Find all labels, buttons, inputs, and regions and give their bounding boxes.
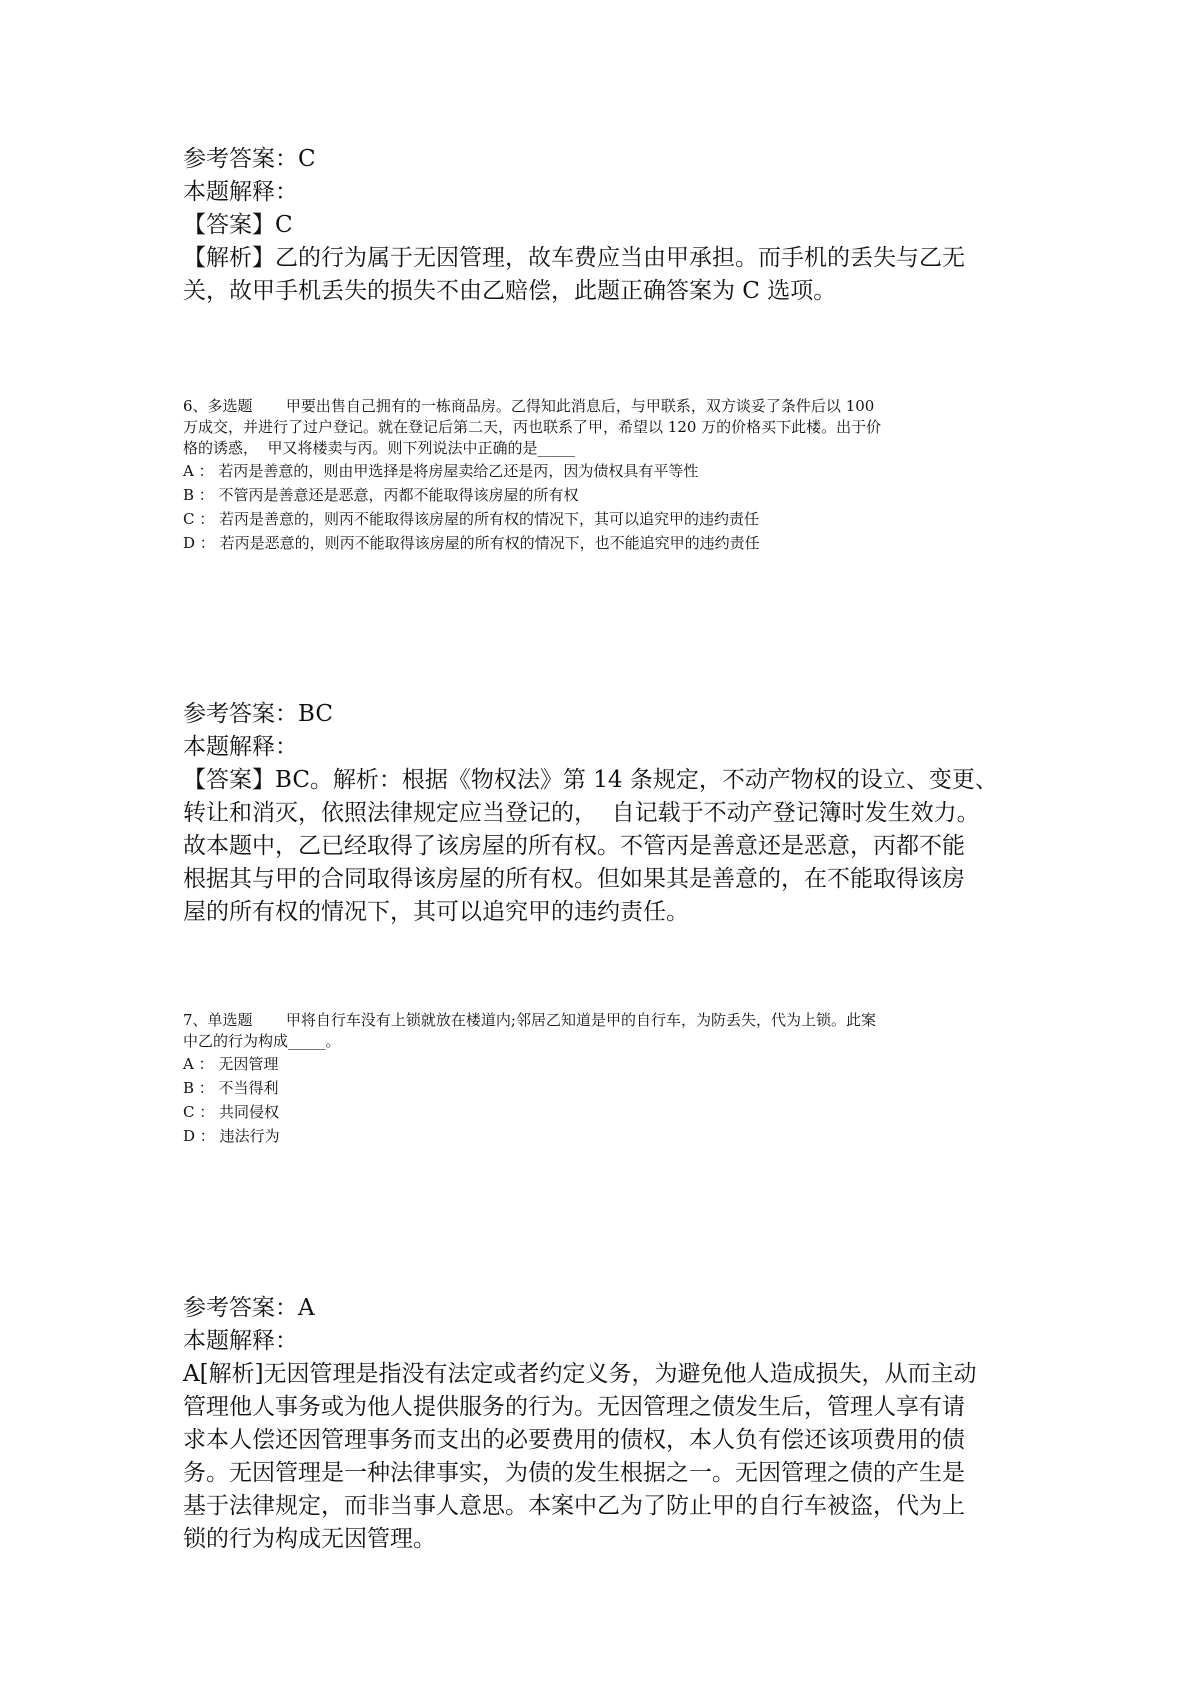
question-stem-line: 7、单选题 甲将自行车没有上锁就放在楼道内;邻居乙知道是甲的自行车，为防丢失，代为上锁。此案 xyxy=(183,1011,876,1029)
option-a: A ： 无因管理 xyxy=(183,1055,279,1073)
reference-answer: 参考答案：BC xyxy=(183,701,333,727)
explanation-line: 务。无因管理是一种法律事实，为债的发生根据之一。无因管理之债的产生是 xyxy=(183,1460,965,1486)
explanation-line: 故本题中，乙已经取得了该房屋的所有权。不管丙是善意还是恶意，丙都不能 xyxy=(183,833,965,859)
option-d: D ： 违法行为 xyxy=(183,1127,280,1145)
answer-section-7 xyxy=(183,1292,1013,1556)
explanation-line: 求本人偿还因管理事务而支出的必要费用的债权，本人负有偿还该项费用的债 xyxy=(183,1427,965,1453)
explanation-line: 关，故甲手机丢失的损失不由乙赔偿，此题正确答案为 C 选项。 xyxy=(183,278,837,304)
question-6 xyxy=(183,396,1013,555)
explanation-label: 本题解释： xyxy=(183,734,298,760)
explanation-label: 本题解释： xyxy=(183,1328,298,1354)
explanation-line: 屋的所有权的情况下，其可以追究甲的违约责任。 xyxy=(183,899,689,925)
explanation-line: 锁的行为构成无因管理。 xyxy=(183,1526,436,1552)
explanation-line: 根据其与甲的合同取得该房屋的所有权。但如果其是善意的，在不能取得该房 xyxy=(183,866,965,892)
reference-answer: 参考答案：C xyxy=(183,146,316,172)
answer-section-5 xyxy=(183,143,1013,308)
explanation-line: 基于法律规定，而非当事人意思。本案中乙为了防止甲的自行车被盗，代为上 xyxy=(183,1493,965,1519)
option-d: D ： 若丙是恶意的，则丙不能取得该房屋的所有权的情况下，也不能追究甲的违约责任 xyxy=(183,534,760,552)
option-b: B ： 不当得利 xyxy=(183,1079,279,1097)
explanation-line: 【答案】BC。解析：根据《物权法》第 14 条规定，不动产物权的设立、变更、 xyxy=(183,767,998,793)
question-7 xyxy=(183,1010,1013,1148)
explanation-label: 本题解释： xyxy=(183,179,298,205)
option-c: C ： 共同侵权 xyxy=(183,1103,280,1121)
question-stem-line: 格的诱惑， 甲又将楼卖与丙。则下列说法中正确的是_____ xyxy=(183,439,576,457)
explanation-line: 【解析】乙的行为属于无因管理，故车费应当由甲承担。而手机的丢失与乙无 xyxy=(183,245,965,271)
option-b: B ： 不管丙是善意还是恶意，丙都不能取得该房屋的所有权 xyxy=(183,486,579,504)
reference-answer: 参考答案：A xyxy=(183,1295,315,1321)
question-stem-line: 万成交，并进行了过户登记。就在登记后第二天，丙也联系了甲，希望以 120 万的价格买下此楼。出于价 xyxy=(183,418,882,436)
question-stem-line: 6、多选题 甲要出售自己拥有的一栋商品房。乙得知此消息后，与甲联系，双方谈妥了条件后以 100 xyxy=(183,397,875,415)
answer-section-6 xyxy=(183,698,1013,929)
option-c: C ： 若丙是善意的，则丙不能取得该房屋的所有权的情况下，其可以追究甲的违约责任 xyxy=(183,510,760,528)
question-stem-line: 中乙的行为构成_____。 xyxy=(183,1032,341,1050)
explanation-line: A[解析]无因管理是指没有法定或者约定义务，为避免他人造成损失，从而主动 xyxy=(183,1361,977,1387)
explanation-line: 转让和消灭，依照法律规定应当登记的， 自记载于不动产登记簿时发生效力。 xyxy=(183,800,980,826)
explanation-line: 管理他人事务或为他人提供服务的行为。无因管理之债发生后，管理人享有请 xyxy=(183,1394,965,1420)
explanation-line: 【答案】C xyxy=(183,212,293,238)
option-a: A ： 若丙是善意的，则由甲选择是将房屋卖给乙还是丙，因为债权具有平等性 xyxy=(183,462,699,480)
